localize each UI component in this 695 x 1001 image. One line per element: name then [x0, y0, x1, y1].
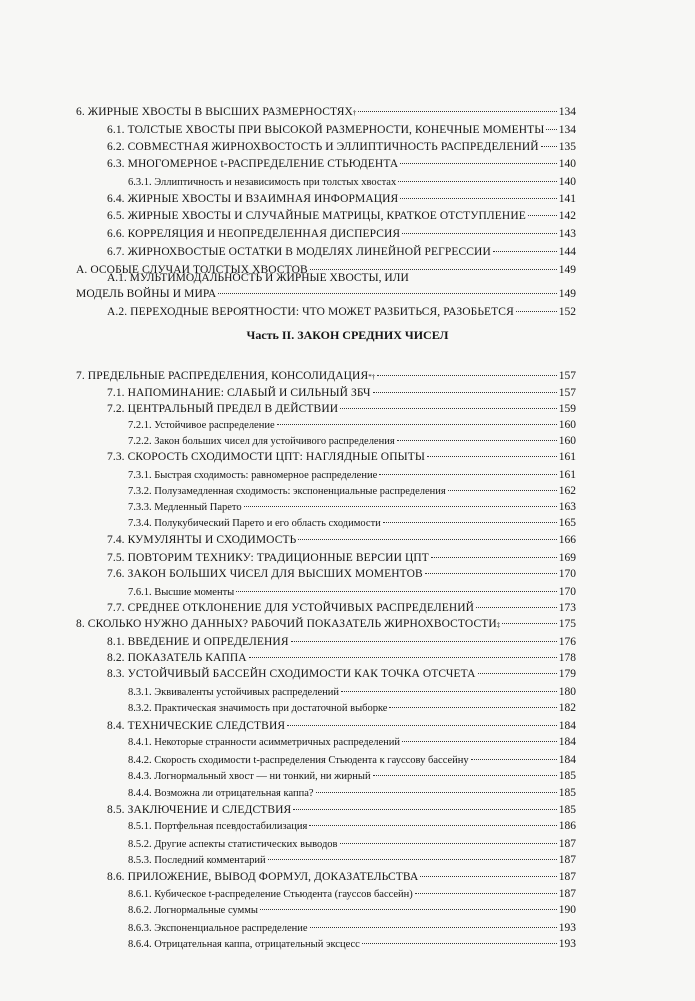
toc-page-number: 187 [558, 838, 576, 850]
toc-page-number: 175 [558, 618, 576, 630]
toc-page-number: 182 [558, 702, 576, 714]
toc-page-number: 176 [558, 636, 576, 648]
toc-entry-title: 8.4.3. Логнормальный хвост — ни тонкий, ни жирный [128, 771, 371, 782]
toc-page-number: 178 [558, 652, 576, 664]
toc-entry[interactable] [0, 433, 695, 449]
toc-entry[interactable] [0, 156, 695, 172]
toc-page-number: 160 [558, 419, 576, 431]
dot-leader [383, 522, 557, 523]
toc-entry[interactable] [0, 684, 695, 700]
dot-leader [502, 623, 557, 624]
toc-page-number: 184 [558, 720, 576, 732]
toc-entry-title: МОДЕЛЬ ВОЙНЫ И МИРА [76, 288, 217, 300]
dot-leader [249, 657, 557, 658]
toc-entry[interactable] [0, 752, 695, 768]
toc-entry-title: 7.7. СРЕДНЕЕ ОТКЛОНЕНИЕ ДЛЯ УСТОЙЧИВЫХ РАСПРЕДЕЛЕНИЙ [107, 602, 475, 614]
toc-page-number: 134 [558, 124, 576, 136]
dot-leader [493, 251, 557, 252]
toc-entry[interactable] [0, 226, 695, 242]
toc-entry-title: 7. ПРЕДЕЛЬНЫЕ РАСПРЕДЕЛЕНИЯ, КОНСОЛИДАЦИЯ [76, 370, 369, 382]
toc-entry[interactable] [0, 208, 695, 224]
toc-entry-title: 8.4.2. Скорость сходимости t-распределения Стьюдента к гауссову бассейну [128, 755, 469, 766]
toc-page-number: 185 [558, 787, 576, 799]
dot-leader [420, 876, 556, 877]
dot-leader [293, 809, 556, 810]
toc-page-number: 141 [558, 193, 576, 205]
toc-page-number: 184 [558, 736, 576, 748]
dot-leader [377, 375, 557, 376]
toc-entry[interactable] [0, 417, 695, 433]
toc-page-number: 135 [558, 141, 576, 153]
dot-leader [291, 641, 557, 642]
toc-entry[interactable] [0, 734, 695, 750]
toc-entry-title: 8.2. ПОКАЗАТЕЛЬ КАППА [107, 652, 247, 664]
toc-entry-title: 7.2.2. Закон больших чисел для устойчивого распределения [128, 436, 395, 447]
toc-entry[interactable] [0, 499, 695, 515]
toc-page-number: 187 [558, 871, 576, 883]
toc-page-number: 187 [558, 854, 576, 866]
toc-page-number: 142 [558, 210, 576, 222]
toc-page-number: 184 [558, 754, 576, 766]
dot-leader [431, 557, 557, 558]
toc-entry-title: 7.6.1. Высшие моменты [128, 587, 235, 598]
toc-entry[interactable] [0, 550, 695, 566]
toc-entry[interactable] [0, 802, 695, 818]
toc-entry-title: 6.1. ТОЛСТЫЕ ХВОСТЫ ПРИ ВЫСОКОЙ РАЗМЕРНОСТИ, КОНЕЧНЫЕ МОМЕНТЫ [107, 124, 545, 136]
toc-entry-title: 6.4. ЖИРНЫЕ ХВОСТЫ И ВЗАИМНАЯ ИНФОРМАЦИЯ [107, 193, 399, 205]
toc-entry-title: 8.5. ЗАКЛЮЧЕНИЕ И СЛЕДСТВИЯ [107, 804, 292, 816]
toc-entry-title: 7.6. ЗАКОН БОЛЬШИХ ЧИСЕЛ ДЛЯ ВЫСШИХ МОМЕНТОВ [107, 568, 423, 580]
dot-leader [358, 111, 556, 112]
dot-leader [397, 440, 557, 441]
toc-page-number: 143 [558, 228, 576, 240]
toc-entry-title: 8.6.3. Экспоненциальное распределение [128, 923, 308, 934]
dot-leader [541, 146, 557, 147]
toc-page-number: 134 [558, 106, 576, 118]
dot-leader [340, 408, 557, 409]
dot-leader [478, 673, 557, 674]
toc-entry-title: 8.1. ВВЕДЕНИЕ И ОПРЕДЕЛЕНИЯ [107, 636, 289, 648]
toc-page-number: 193 [558, 938, 576, 950]
toc-entry[interactable] [0, 139, 695, 155]
toc-page-number: 140 [558, 176, 576, 188]
toc-entry[interactable] [0, 532, 695, 548]
toc-entry[interactable] [0, 566, 695, 582]
toc-entry-title: А.2. ПЕРЕХОДНЫЕ ВЕРОЯТНОСТИ: ЧТО МОЖЕТ РАЗБИТЬСЯ, РАЗОБЬЕТСЯ [107, 306, 514, 318]
dot-leader [260, 909, 557, 910]
toc-entry[interactable] [0, 818, 695, 834]
toc-entry-title: 7.3. СКОРОСТЬ СХОДИМОСТИ ЦПТ: НАГЛЯДНЫЕ ОПЫТЫ [107, 451, 425, 463]
toc-entry-title: 6.3. МНОГОМЕРНОЕ t-РАСПРЕДЕЛЕНИЕ СТЬЮДЕНТА [107, 158, 399, 170]
toc-entry-title: 7.5. ПОВТОРИМ ТЕХНИКУ: ТРАДИЦИОННЫЕ ВЕРСИИ ЦПТ [107, 552, 429, 564]
dot-leader [398, 181, 557, 182]
toc-entry-title: 7.3.4. Полукубический Парето и его область сходимости [128, 518, 381, 529]
toc-entry[interactable] [0, 122, 695, 138]
toc-entry[interactable]: 6. ЖИРНЫЕ ХВОСТЫ В ВЫСШИХ РАЗМЕРНОСТЯХ † 134 [76, 106, 576, 118]
toc-entry[interactable]: 7. ПРЕДЕЛЬНЫЕ РАСПРЕДЕЛЕНИЯ, КОНСОЛИДАЦИЯ *† 157 [76, 370, 576, 382]
toc-page-number: 173 [558, 602, 576, 614]
toc-entry-title: 6. ЖИРНЫЕ ХВОСТЫ В ВЫСШИХ РАЗМЕРНОСТЯХ [76, 106, 353, 118]
dot-leader [277, 424, 557, 425]
toc-entry-title: 7.3.1. Быстрая сходимость: равномерное распределение [128, 470, 378, 481]
toc-entry[interactable] [0, 902, 695, 918]
dot-leader [402, 233, 557, 234]
toc-page-number: 149 [558, 264, 576, 276]
toc-page-number: 170 [558, 568, 576, 580]
toc-entry[interactable] [0, 174, 695, 190]
dot-leader [268, 859, 557, 860]
toc-entry-title: 7.2. ЦЕНТРАЛЬНЫЙ ПРЕДЕЛ В ДЕЙСТВИИ [107, 403, 339, 415]
dot-leader [218, 293, 556, 294]
dot-leader [236, 591, 557, 592]
toc-entry[interactable] [0, 768, 695, 784]
toc-entry[interactable] [0, 270, 695, 286]
toc-entry-title: 8.6.1. Кубическое t-распределение Стьюдента (гауссов бассейн) [128, 889, 413, 900]
toc-page-number: 161 [558, 451, 576, 463]
toc-page-number: 162 [558, 485, 576, 497]
toc-entry[interactable] [0, 600, 695, 616]
toc-entry[interactable] [0, 401, 695, 417]
dot-leader [309, 825, 556, 826]
dot-leader [362, 943, 557, 944]
toc-page-number: 160 [558, 435, 576, 447]
toc-entry[interactable] [0, 634, 695, 650]
toc-entry-title: 6.5. ЖИРНЫЕ ХВОСТЫ И СЛУЧАЙНЫЕ МАТРИЦЫ, КРАТКОЕ ОТСТУПЛЕНИЕ [107, 210, 526, 222]
toc-entry-title: 8.3.1. Эквиваленты устойчивых распределений [128, 687, 339, 698]
toc-page-number: 185 [558, 804, 576, 816]
toc-page-number: 149 [558, 288, 576, 300]
dot-leader [516, 311, 557, 312]
dot-leader [341, 691, 557, 692]
toc-page-number: 190 [558, 904, 576, 916]
toc-entry-title: 7.3.2. Полузамедленная сходимость: экспоненциальные распределения [128, 486, 446, 497]
dot-leader [400, 198, 556, 199]
toc-page-number: 166 [558, 534, 576, 546]
toc-entry-title: 8.4.1. Некоторые странности асимметричных распределений [128, 737, 401, 748]
toc-entry-title: 8.6. ПРИЛОЖЕНИЕ, ВЫВОД ФОРМУЛ, ДОКАЗАТЕЛЬСТВА [107, 871, 419, 883]
toc-entry-title: 6.2. СОВМЕСТНАЯ ЖИРНОХВОСТОСТЬ И ЭЛЛИПТИЧНОСТЬ РАСПРЕДЕЛЕНИЙ [107, 141, 539, 153]
dot-leader [402, 741, 557, 742]
toc-page-number: 193 [558, 922, 576, 934]
toc-entry[interactable] [0, 886, 695, 902]
toc-page-number: 159 [558, 403, 576, 415]
toc-page-number: 169 [558, 552, 576, 564]
toc-entry-title: 8.5.2. Другие аспекты статистических выводов [128, 839, 338, 850]
toc-entry[interactable] [0, 584, 695, 600]
toc-entry-title: 8.4.4. Возможна ли отрицательная каппа? [128, 788, 314, 799]
toc-page-number: 161 [558, 469, 576, 481]
toc-entry-title: 6.6. КОРРЕЛЯЦИЯ И НЕОПРЕДЕЛЕННАЯ ДИСПЕРСИЯ [107, 228, 401, 240]
dot-leader [244, 506, 557, 507]
toc-entry[interactable] [0, 244, 695, 260]
dot-leader [389, 707, 556, 708]
toc-entry[interactable] [0, 869, 695, 885]
dot-leader [310, 927, 557, 928]
dot-leader [476, 607, 557, 608]
toc-entry-title: 8. СКОЛЬКО НУЖНО ДАННЫХ? РАБОЧИЙ ПОКАЗАТЕЛЬ ЖИРНОХВОСТОСТИ [76, 618, 497, 630]
toc-entry-title: А.1. МУЛЬТИМОДАЛЬНОСТЬ И ЖИРНЫЕ ХВОСТЫ, ИЛИ [107, 272, 409, 284]
toc-page-number: 157 [558, 387, 576, 399]
toc-entry[interactable] [0, 666, 695, 682]
toc-page-number: 152 [558, 306, 576, 318]
toc-page-number: 186 [558, 820, 576, 832]
toc-entry-title: 7.1. НАПОМИНАНИЕ: СЛАБЫЙ И СИЛЬНЫЙ ЗБЧ [107, 387, 371, 399]
toc-entry-title: А. ОСОБЫЕ СЛУЧАИ ТОЛСТЫХ ХВОСТОВ [76, 264, 308, 276]
toc-entry[interactable] [0, 936, 695, 952]
toc-entry-title: 8.4. ТЕХНИЧЕСКИЕ СЛЕДСТВИЯ [107, 720, 286, 732]
toc-entry[interactable] [0, 483, 695, 499]
toc-entry[interactable] [0, 385, 695, 401]
toc-entry[interactable] [0, 852, 695, 868]
toc-entry-title: 8.6.2. Логнормальные суммы [128, 905, 258, 916]
toc-entry-title: 7.3.3. Медленный Парето [128, 502, 242, 513]
dot-leader [373, 392, 557, 393]
dot-leader [298, 539, 556, 540]
dot-leader [471, 759, 557, 760]
toc-entry-title: 8.5.3. Последний комментарий [128, 855, 266, 866]
dot-leader [415, 893, 557, 894]
toc-page-number: 163 [558, 501, 576, 513]
part-heading: Часть II. ЗАКОН СРЕДНИХ ЧИСЕЛ [246, 328, 449, 342]
toc-page-number: 170 [558, 586, 576, 598]
toc-entry[interactable] [0, 286, 695, 302]
toc-page-number: 140 [558, 158, 576, 170]
dot-leader [546, 129, 556, 130]
toc-entry[interactable] [0, 515, 695, 531]
toc-page-number: 165 [558, 517, 576, 529]
toc-entry-title: 7.4. КУМУЛЯНТЫ И СХОДИМОСТЬ [107, 534, 297, 546]
dot-leader [287, 725, 557, 726]
toc-page-number: 157 [558, 370, 576, 382]
toc-entry-title: 6.3.1. Эллиптичность и независимость при толстых хвостах [128, 177, 397, 188]
dot-leader [316, 792, 557, 793]
dot-leader [379, 474, 557, 475]
toc-page-number: 144 [558, 246, 576, 258]
toc-entry[interactable] [0, 785, 695, 801]
toc-entry[interactable] [0, 718, 695, 734]
toc-page-number: 180 [558, 686, 576, 698]
dot-leader [373, 775, 557, 776]
toc-entry-title: 7.2.1. Устойчивое распределение [128, 420, 275, 431]
toc-entry[interactable] [0, 304, 695, 320]
toc-entry[interactable] [0, 191, 695, 207]
toc-entry[interactable] [0, 449, 695, 465]
toc-entry-title: 8.6.4. Отрицательная каппа, отрицательный эксцесс [128, 939, 360, 950]
dot-leader [528, 215, 557, 216]
toc-entry[interactable] [0, 920, 695, 936]
toc-entry[interactable] [0, 700, 695, 716]
toc-page-number: 187 [558, 888, 576, 900]
toc-entry[interactable]: 8. СКОЛЬКО НУЖНО ДАННЫХ? РАБОЧИЙ ПОКАЗАТЕЛЬ ЖИРНОХВОСТОСТИ ‡ 175 [76, 618, 576, 630]
toc-entry[interactable] [0, 467, 695, 483]
toc-entry-title: 6.7. ЖИРНОХВОСТЫЕ ОСТАТКИ В МОДЕЛЯХ ЛИНЕЙНОЙ РЕГРЕССИИ [107, 246, 491, 258]
toc-entry-title: 8.5.1. Портфельная псевдостабилизация [128, 821, 308, 832]
toc-entry[interactable] [0, 650, 695, 666]
dot-leader [425, 573, 557, 574]
toc-page-number: 179 [558, 668, 576, 680]
toc-entry-title: 8.3. УСТОЙЧИВЫЙ БАССЕЙН СХОДИМОСТИ КАК ТОЧКА ОТСЧЕТА [107, 668, 476, 680]
dot-leader [400, 163, 556, 164]
dot-leader [427, 456, 557, 457]
dot-leader [448, 490, 557, 491]
toc-entry-title: 8.3.2. Практическая значимость при достаточной выборке [128, 703, 388, 714]
toc-page-number: 185 [558, 770, 576, 782]
toc-entry[interactable] [0, 836, 695, 852]
dot-leader [340, 843, 557, 844]
